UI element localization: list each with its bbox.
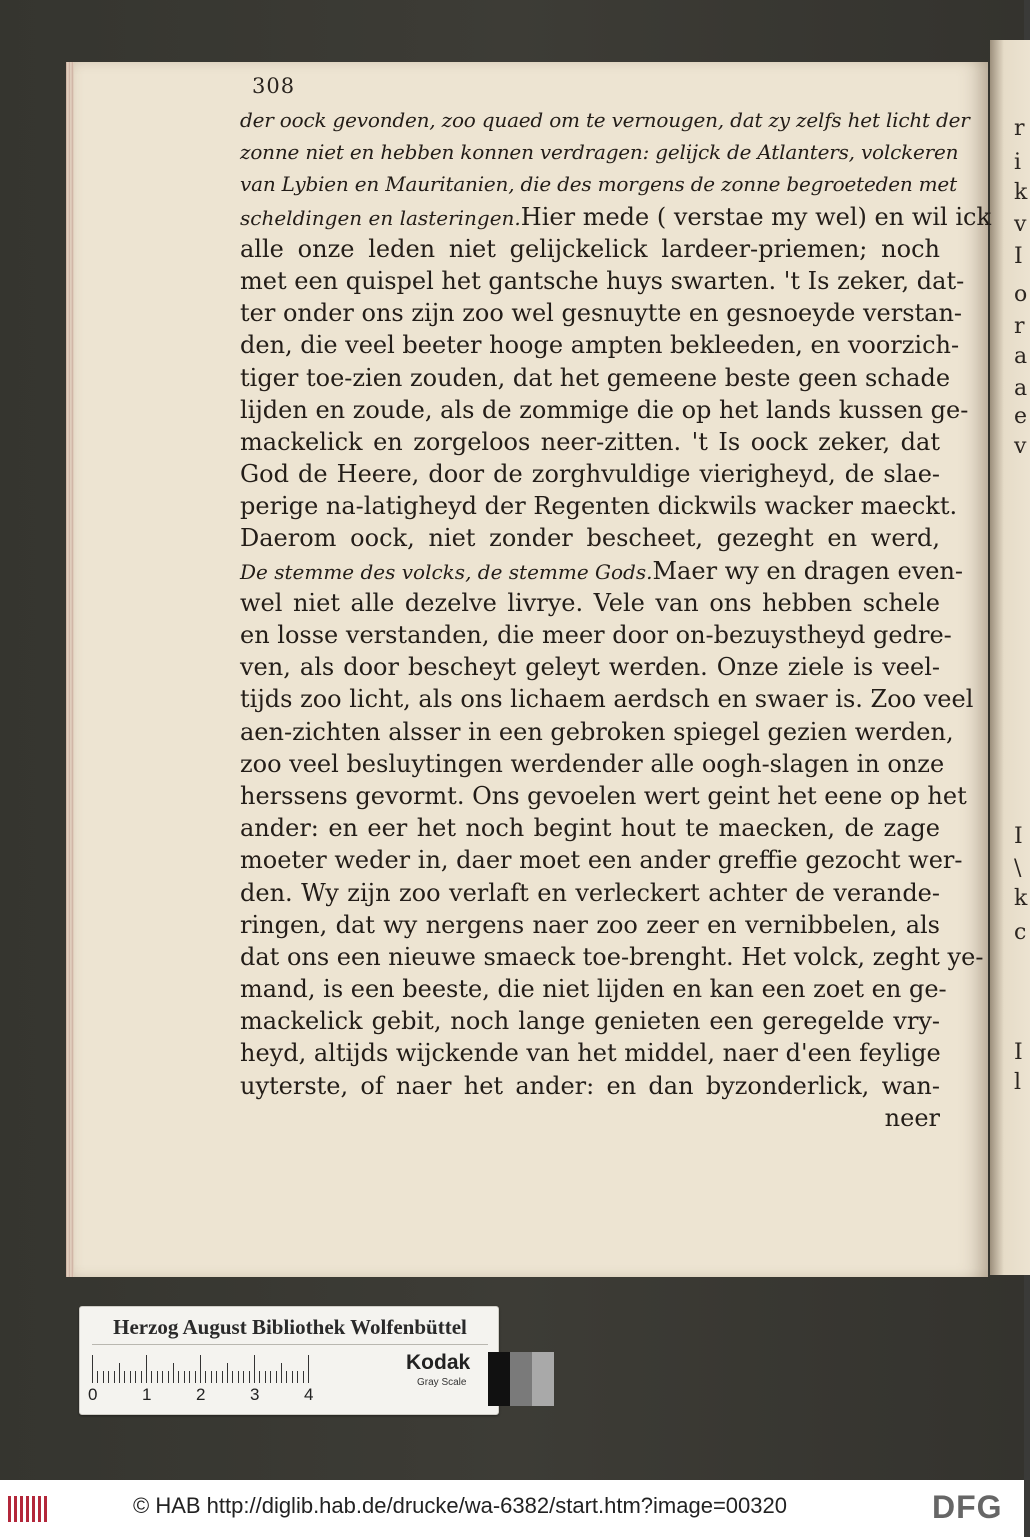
ruler-label: 3	[250, 1385, 260, 1404]
gray-swatch	[532, 1352, 554, 1406]
roman-run: Hier mede ( verstae my wel) en wil ick	[520, 202, 992, 231]
right-page-letter: r	[1014, 314, 1025, 339]
ruler-tick	[108, 1371, 109, 1383]
ruler-tick	[195, 1371, 196, 1383]
ruler-tick	[265, 1371, 266, 1383]
page-text	[240, 104, 992, 1134]
right-page-letter: o	[1014, 282, 1028, 307]
ruler-tick	[276, 1371, 277, 1383]
right-page-letter: \	[1014, 856, 1022, 881]
text-line: zoo veel besluytingen werdender alle oogh-slagen in onze	[240, 749, 945, 778]
text-line: zonne niet en hebben konnen verdragen: gelijck de Atlanters, volckeren	[240, 140, 959, 165]
ruler-labels	[88, 1385, 392, 1405]
ruler-tick	[114, 1371, 115, 1383]
ruler-scale	[92, 1353, 392, 1383]
ruler-tick	[249, 1371, 250, 1383]
text-line: perige na-latigheyd der Regenten dickwils wacker maeckt.	[240, 492, 958, 521]
ruler-tick	[162, 1371, 163, 1383]
ruler-tick	[205, 1371, 206, 1383]
text-line: ander: en eer het noch begint hout te maecken, de zage	[240, 814, 940, 843]
text-line: mackelick en zorgeloos neer-zitten. 't Is oock zeker, dat	[240, 427, 940, 456]
text-line: aen-zichten alsser in een gebroken spiegel gezien werden,	[240, 717, 954, 746]
ruler-tick	[254, 1355, 255, 1383]
ruler-tick	[184, 1371, 185, 1383]
text-line: ter onder ons zijn zoo wel gesnuytte en gesnoeyde verstan-	[240, 299, 963, 328]
text-line: tijds zoo licht, als ons lichaem aerdsch en swaer is. Zoo veel	[240, 685, 974, 714]
text-line: mand, is een beeste, die niet lijden en kan een zoet en ge-	[240, 975, 947, 1004]
ruler-tick	[119, 1363, 120, 1383]
gray-swatches	[488, 1352, 554, 1406]
ruler-tick	[222, 1371, 223, 1383]
ruler-label: 2	[196, 1385, 206, 1404]
hab-logo-icon	[8, 1496, 48, 1522]
ruler-tick	[146, 1355, 147, 1383]
ruler-tick	[238, 1371, 239, 1383]
gray-swatch	[510, 1352, 532, 1406]
ruler-tick	[178, 1371, 179, 1383]
ruler-label: 4	[304, 1385, 314, 1404]
text-line	[240, 555, 964, 587]
catchword: neer	[884, 1103, 940, 1132]
right-page-letter: k	[1014, 180, 1028, 205]
right-page-letter: a	[1014, 376, 1028, 401]
italic-run: De stemme des volcks, de stemme Gods.	[240, 559, 653, 584]
ruler-tick	[124, 1371, 125, 1383]
roman-run: Maer wy en dragen even-	[652, 556, 964, 585]
ruler-tick	[92, 1355, 93, 1383]
ruler-tick	[243, 1371, 244, 1383]
text-line: der oock gevonden, zoo quaed om te vernougen, dat zy zelfs het licht der	[240, 108, 970, 132]
right-page-letter: e	[1014, 404, 1028, 429]
text-line: alle onze leden niet gelijckelick lardeer-priemen; noch	[240, 234, 940, 263]
text-line: mackelick gebit, noch lange genieten een geregelde vry-	[240, 1007, 940, 1036]
text-line: uyterste, of naer het ander: en dan byzonderlick, wan-	[240, 1071, 940, 1100]
ruler-tick	[308, 1355, 309, 1383]
text-line: tiger toe-zien zouden, dat het gemeene beste geen schade	[240, 363, 951, 392]
library-name: Herzog August Bibliothek Wolfenbüttel	[92, 1315, 488, 1345]
footer-bar	[0, 1480, 1024, 1537]
ruler-tick	[232, 1371, 233, 1383]
ruler-tick	[189, 1371, 190, 1383]
right-page-letter: l	[1014, 1070, 1022, 1095]
text-line: van Lybien en Mauritanien, die des morgens de zonne begroeteden met	[240, 172, 957, 197]
ruler-tick	[103, 1371, 104, 1383]
ruler-tick	[151, 1371, 152, 1383]
text-line: moeter weder in, daer moet een ander greffie gezocht wer-	[240, 846, 963, 875]
ruler-tick	[173, 1363, 174, 1383]
ruler-tick	[286, 1371, 287, 1383]
text-line: dat ons een nieuwe smaeck toe-brenght. Het volck, zeght ye-	[240, 942, 984, 971]
text-line: God de Heere, door de zorghvuldige vierigheyd, de slae-	[240, 460, 940, 489]
ruler-tick	[216, 1371, 217, 1383]
text-line: ringen, dat wy nergens naer zoo zeer en vernibbelen, als	[240, 910, 940, 939]
text-line: en losse verstanden, die meer door on-bezuystheyd gedre-	[240, 621, 952, 649]
text-line: lijden en zoude, als de zommige die op het lands kussen ge-	[240, 395, 969, 424]
right-page-letter: a	[1014, 344, 1028, 369]
right-page-letter: i	[1014, 150, 1022, 175]
right-page-letter: I	[1014, 244, 1023, 269]
page-edge-stripes	[66, 62, 74, 1277]
ruler-tick	[227, 1363, 228, 1383]
text-line: ven, als door bescheyt geleyt werden. Onze ziele is veel-	[240, 653, 940, 682]
copyright-link[interactable]: © HAB http://diglib.hab.de/drucke/wa-6382/start.htm?image=00320	[133, 1493, 787, 1518]
ruler-tick	[168, 1371, 169, 1383]
ruler-tick	[292, 1371, 293, 1383]
gray-scale-label: Gray Scale	[417, 1377, 467, 1388]
color-card	[79, 1306, 499, 1415]
ruler-tick	[303, 1371, 304, 1383]
ruler-label: 1	[142, 1385, 152, 1404]
text-line: den, die veel beeter hooge ampten bekleeden, en voorzich-	[240, 331, 960, 360]
right-page-letter: v	[1014, 212, 1027, 237]
text-line: met een quispel het gantsche huys swarten. 't Is zeker, dat-	[240, 266, 965, 295]
right-page-letter: k	[1014, 886, 1028, 911]
ruler-tick	[211, 1371, 212, 1383]
text-line	[240, 201, 992, 233]
right-page-letter: I	[1014, 1040, 1023, 1065]
kodak-brand: Kodak	[406, 1351, 471, 1374]
ruler-tick	[141, 1371, 142, 1383]
ruler-tick	[297, 1371, 298, 1383]
text-line: Daerom oock, niet zonder bescheet, gezeght en werd,	[240, 524, 940, 553]
right-page-letter: r	[1014, 116, 1025, 141]
right-page-letter: v	[1014, 434, 1027, 459]
ruler-tick	[135, 1371, 136, 1383]
ruler-tick	[200, 1355, 201, 1383]
text-line: wel niet alle dezelve livrye. Vele van ons hebben schele	[240, 588, 940, 617]
italic-run: scheldingen en lasteringen.	[240, 205, 521, 230]
text-line: herssens gevormt. Ons gevoelen wert geint het eene op het	[240, 781, 967, 810]
ruler-tick	[130, 1371, 131, 1383]
ruler-label: 0	[88, 1385, 98, 1404]
text-line: heyd, altijds wijckende van het middel, naer d'een feylige	[240, 1039, 941, 1068]
page-number: 308	[252, 74, 296, 98]
ruler-tick	[157, 1371, 158, 1383]
dfg-logo: DFG	[932, 1489, 1003, 1525]
gray-swatch	[488, 1352, 510, 1406]
ruler-tick	[259, 1371, 260, 1383]
ruler-tick	[281, 1363, 282, 1383]
ruler-tick	[270, 1371, 271, 1383]
text-line: den. Wy zijn zoo verlaft en verleckert achter de verande-	[240, 878, 940, 907]
right-page-letter: c	[1014, 920, 1027, 945]
ruler-tick	[97, 1371, 98, 1383]
right-page-letter: I	[1014, 824, 1023, 849]
